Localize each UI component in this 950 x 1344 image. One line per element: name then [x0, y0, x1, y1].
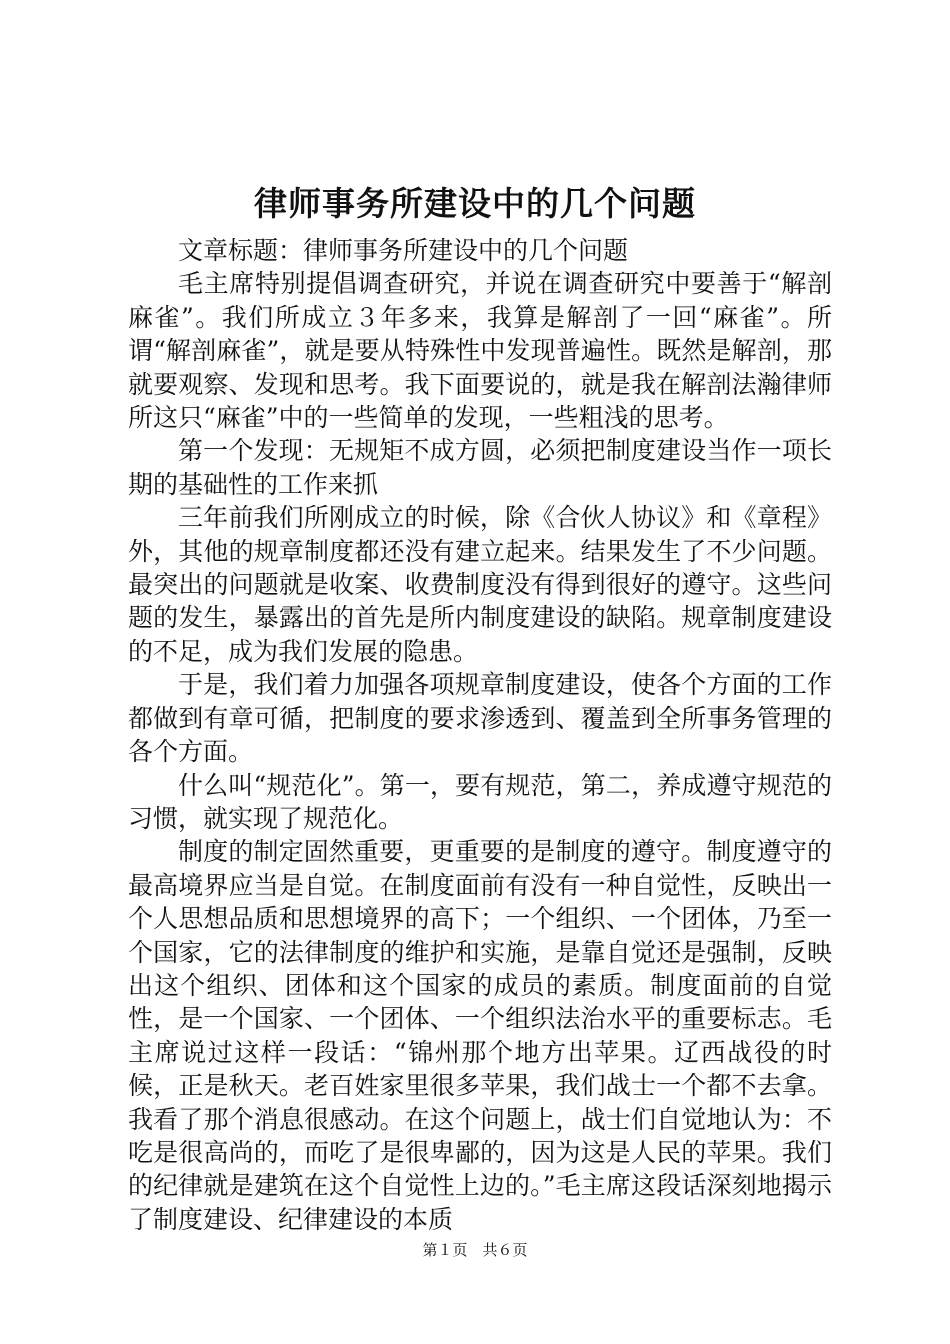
page-number-footer: 第１页 共６页 — [422, 1241, 528, 1259]
document-title: 律师事务所建设中的几个问题 — [254, 184, 696, 223]
paragraph-article-title: 文章标题：律师事务所建设中的几个问题 — [178, 236, 629, 265]
paragraph-first-finding: 第一个发现：无规矩不成方圆，必须把制度建设当作一项长期的基础性的工作来抓 — [128, 436, 832, 499]
paragraph-standardization: 什么叫“规范化”。第一，要有规范，第二，养成遵守规范的习惯，就实现了规范化。 — [128, 770, 832, 833]
paragraph-self-discipline: 制度的制定固然重要，更重要的是制度的遵守。制度遵守的最高境界应当是自觉。在制度面前有没有一种自觉性，反映出一个人思想品质和思想境界的高下；一个组织、一个团体，乃至一个国家，它的法律制度的维护和实施，是靠自觉还是强制，反映出这个组织、团体和这个国家的成员的素质。制度面前的自觉性，是一个国家、一个团体、一个组织法治水平的重要标志。毛主席说过这样一段话：“锦州那个地方出苹果。辽西战役的时候，正是秋天。老百姓家里很多苹果，我们战士一个都不去拿。我看了那个消息很感动。在这个问题上，战士们自觉地认为：不吃是很高尚的，而吃了是很卑鄙的，因为这是人民的苹果。我们的纪律就是建筑在这个自觉性上边的。”毛主席这段话深刻地揭示了制度建设、纪律建设的本质 — [128, 837, 832, 1234]
paragraph-three-years-ago: 三年前我们所刚成立的时候，除《合伙人协议》和《章程》外，其他的规章制度都还没有建立起来。结果发生了不少问题。最突出的问题就是收案、收费制度没有得到很好的遵守。这些问题的发生，暴露出的首先是所内制度建设的缺陷。规章制度建设的不足，成为我们发展的隐患。 — [128, 503, 832, 666]
paragraph-rules-building: 于是，我们着力加强各项规章制度建设，使各个方面的工作都做到有章可循，把制度的要求渗透到、覆盖到全所事务管理的各个方面。 — [128, 670, 832, 767]
paragraph-intro: 毛主席特别提倡调查研究，并说在调查研究中要善于“解剖麻雀”。我们所成立３年多来，我算是解剖了一回“麻雀”。所谓“解剖麻雀”，就是要从特殊性中发现普遍性。既然是解剖，那就要观察、发现和思考。我下面要说的，就是我在解剖法瀚律师所这只“麻雀”中的一些简单的发现，一些粗浅的思考。 — [128, 269, 832, 433]
document-body — [128, 234, 832, 1236]
